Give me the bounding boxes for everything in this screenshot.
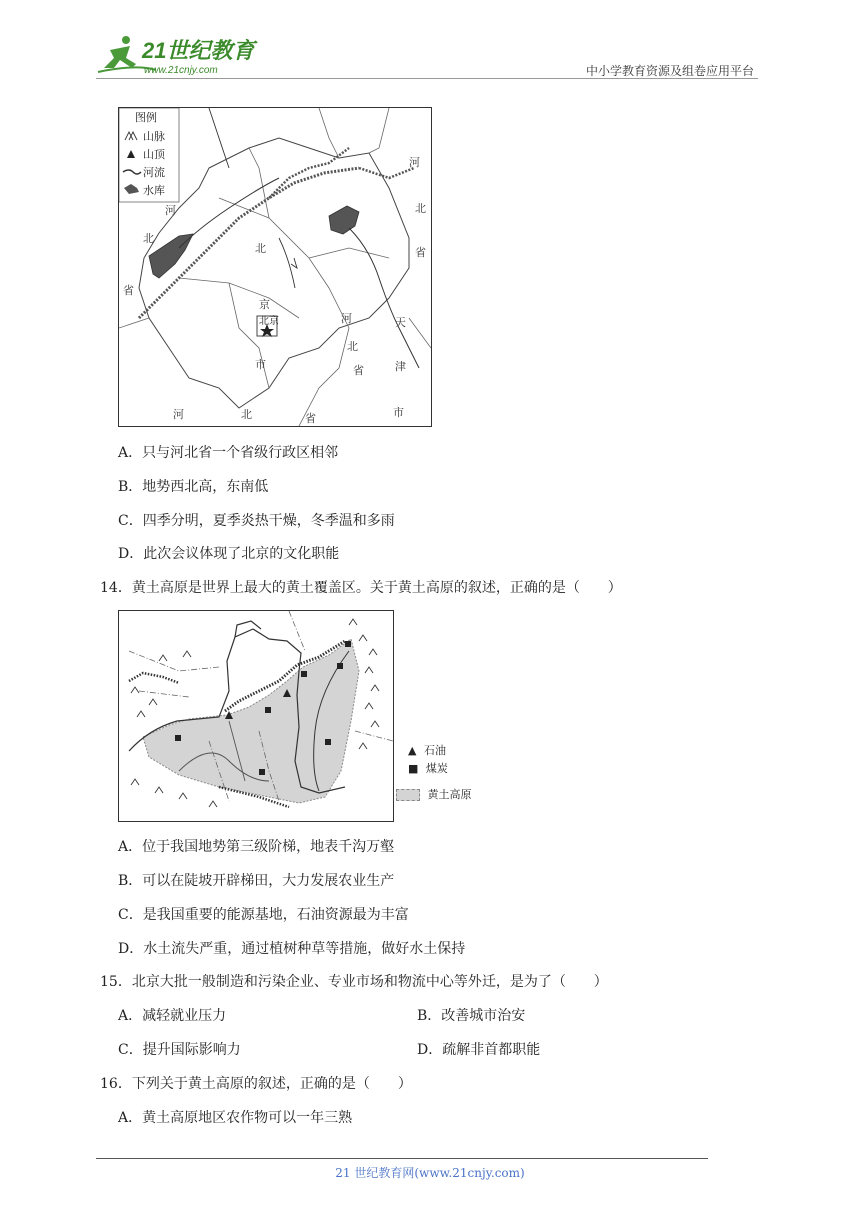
legend-mountain: 山脉 xyxy=(143,130,165,143)
q14-option-a: A．位于我国地势第三级阶梯，地表千沟万壑 xyxy=(118,839,395,855)
svg-text:北: 北 xyxy=(415,202,426,215)
q15-option-c: C．提升国际影响力 xyxy=(118,1042,241,1058)
legend-peak: 山顶 xyxy=(143,148,165,161)
q13-option-b: B．地势西北高，东南低 xyxy=(118,479,269,495)
svg-text:省: 省 xyxy=(305,412,316,425)
svg-text:市: 市 xyxy=(393,406,404,419)
q15-option-b: B．改善城市治安 xyxy=(417,1008,526,1024)
svg-text:北: 北 xyxy=(143,232,154,245)
svg-text:北: 北 xyxy=(347,340,358,353)
header-divider xyxy=(96,78,758,79)
beijing-label: 北京 xyxy=(259,316,279,327)
legend-title: 图例 xyxy=(135,111,157,124)
legend-loess: 黄土高原 xyxy=(427,788,472,801)
legend-oil: 石油 xyxy=(423,744,446,757)
legend-reservoir: 水库 xyxy=(143,184,165,197)
svg-text:京: 京 xyxy=(259,298,270,311)
q16-option-a: A．黄土高原地区农作物可以一年三熟 xyxy=(118,1110,353,1126)
q14-option-b: B．可以在陡坡开辟梯田，大力发展农业生产 xyxy=(118,873,395,889)
q14-stem: 14．黄土高原是世界上最大的黄土覆盖区。关于黄土高原的叙述，正确的是（ ） xyxy=(100,580,622,596)
q13-option-c: C．四季分明，夏季炎热干燥，冬季温和多雨 xyxy=(118,513,395,529)
page-header xyxy=(96,34,758,80)
svg-text:津: 津 xyxy=(395,360,406,373)
legend-river: 河流 xyxy=(143,166,165,179)
svg-text:河: 河 xyxy=(173,408,184,421)
svg-text:市: 市 xyxy=(255,358,266,371)
loess-plateau-map xyxy=(118,610,394,822)
oil-icon: ▲ xyxy=(408,744,417,757)
q14-option-d: D．水土流失严重，通过植树种草等措施，做好水土保持 xyxy=(118,941,466,957)
svg-text:www.21cnjy.com: www.21cnjy.com xyxy=(144,65,218,76)
q16-stem: 16．下列关于黄土高原的叙述，正确的是（ ） xyxy=(100,1076,412,1092)
platform-name: 中小学教育资源及组卷应用平台 xyxy=(585,64,754,78)
legend-coal: 煤炭 xyxy=(425,762,448,775)
footer-link[interactable]: 21 世纪教育网(www.21cnjy.com) xyxy=(335,1166,525,1180)
svg-text:省: 省 xyxy=(123,284,134,297)
loess-map-legend xyxy=(396,740,486,806)
svg-text:北: 北 xyxy=(241,408,252,421)
svg-text:北: 北 xyxy=(255,242,266,255)
beijing-map xyxy=(118,107,432,427)
svg-text:河: 河 xyxy=(341,312,352,325)
svg-text:省: 省 xyxy=(415,246,426,259)
logo-21cnjy xyxy=(96,34,266,78)
svg-text:省: 省 xyxy=(353,364,364,377)
svg-text:21世纪教育: 21世纪教育 xyxy=(142,38,255,63)
q15-option-d: D．疏解非首都职能 xyxy=(417,1042,541,1058)
q13-option-a: A．只与河北省一个省级行政区相邻 xyxy=(118,445,339,461)
footer-divider xyxy=(96,1158,708,1159)
q15-stem: 15．北京大批一般制造和污染企业、专业市场和物流中心等外迁，是为了（ ） xyxy=(100,974,608,990)
q13-option-d: D．此次会议体现了北京的文化职能 xyxy=(118,546,340,562)
svg-text:河: 河 xyxy=(165,204,176,217)
coal-icon: ■ xyxy=(408,762,419,775)
svg-text:天: 天 xyxy=(395,316,406,329)
loess-swatch-icon xyxy=(396,789,420,801)
q15-option-a: A．减轻就业压力 xyxy=(118,1008,227,1024)
q14-option-c: C．是我国重要的能源基地，石油资源最为丰富 xyxy=(118,907,409,923)
svg-text:河: 河 xyxy=(409,156,420,169)
